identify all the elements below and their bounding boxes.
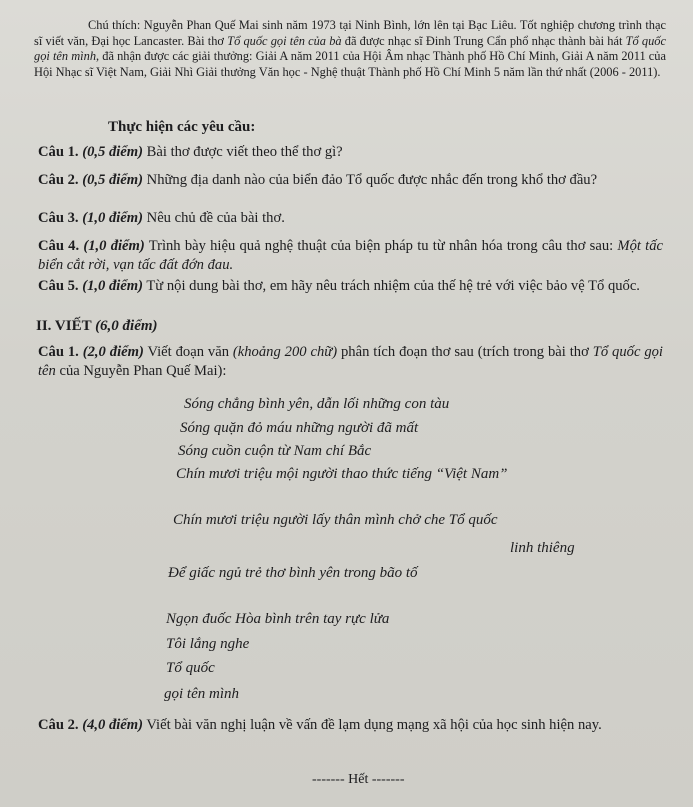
question-1 [38, 143, 663, 162]
author-note [34, 18, 666, 80]
writing-q1-text-b: phân tích đoạn thơ sau (trích trong bài thơ [337, 344, 593, 360]
question-5-points: (1,0 điểm) [82, 278, 143, 294]
end-marker: ------- Hết ------- [312, 772, 405, 787]
poem-line-6: linh thiêng [510, 540, 575, 556]
question-3-text: Nêu chủ đề của bài thơ. [143, 210, 285, 226]
writing-q1-length-note: (khoảng 200 chữ) [232, 344, 338, 360]
question-4-text: Trình bày hiệu quả nghệ thuật của biện pháp tu từ nhân hóa trong câu thơ sau: [144, 238, 618, 254]
question-4-points: (1,0 điểm) [83, 238, 145, 254]
question-3-label: Câu 3. [38, 210, 79, 226]
question-4-quote: Một tấc biển cắt rời, vạn tấc đất đớn đau. [38, 238, 663, 273]
note-song-title: Tổ quốc gọi tên mình [34, 33, 666, 63]
poem-line-2: Sóng quặn đỏ máu những người đã mất [180, 420, 419, 436]
question-4 [38, 237, 663, 275]
writing-q1-text-a: Viết đoạn văn [143, 344, 233, 360]
note-text-2: đã được nhạc sĩ Đinh Trung Cẩn phổ nhạc thành bài hát [341, 33, 626, 48]
question-5-text: Từ nội dung bài thơ, em hãy nêu trách nhiệm của thế hệ trẻ với việc bảo vệ Tổ quốc. [143, 278, 640, 294]
question-2 [38, 171, 663, 190]
note-label: Chú thích: [88, 18, 141, 32]
question-1-points: (0,5 điểm) [82, 144, 143, 160]
question-2-points: (0,5 điểm) [82, 172, 143, 188]
writing-q1-points: (2,0 điểm) [82, 344, 144, 360]
poem-line-9: Tôi lắng nghe [166, 636, 250, 652]
question-1-label: Câu 1. [38, 144, 79, 160]
poem-line-5: Chín mươi triệu người lấy thân mình chở che Tổ quốc [173, 512, 498, 528]
poem-line-3: Sóng cuồn cuộn từ Nam chí Bắc [178, 443, 372, 459]
note-text-1: Nguyễn Phan Quế Mai sinh năm 1973 tại Ninh Bình, lớn lên tại Bạc Liêu. Tốt nghiệp chương trình thạc sĩ viết văn, Đại học Lancaster. Bài thơ [34, 18, 666, 48]
writing-section-heading [36, 318, 158, 335]
question-2-label: Câu 2. [38, 172, 79, 188]
writing-question-2 [38, 716, 663, 735]
reading-requirements-heading: Thực hiện các yêu cầu: [108, 119, 256, 135]
question-3-points: (1,0 điểm) [82, 210, 143, 226]
writing-q2-points: (4,0 điểm) [82, 717, 143, 733]
poem-line-8: Ngọn đuốc Hòa bình trên tay rực lửa [166, 611, 390, 627]
writing-q1-label: Câu 1. [38, 344, 79, 360]
question-2-text: Những địa danh nào của biển đảo Tổ quốc được nhắc đến trong khổ thơ đầu? [143, 172, 598, 188]
question-1-text: Bài thơ được viết theo thể thơ gì? [143, 144, 343, 160]
question-4-label: Câu 4. [38, 238, 80, 254]
writing-heading-points: (6,0 điểm) [95, 318, 158, 334]
writing-q1-poem-title: Tổ quốc gọi tên [38, 344, 663, 379]
writing-q2-text: Viết bài văn nghị luận về vấn đề lạm dụng mạng xã hội của học sinh hiện nay. [143, 717, 602, 733]
writing-q1-text-c: của Nguyễn Phan Quế Mai): [55, 363, 227, 379]
note-poem-title: Tổ quốc gọi tên của bà [227, 33, 342, 48]
writing-heading-text: II. VIẾT [36, 318, 92, 334]
poem-line-1: Sóng chẳng bình yên, dẫn lối những con tàu [184, 396, 450, 412]
poem-line-10: Tổ quốc [166, 660, 215, 676]
writing-q2-label: Câu 2. [38, 717, 79, 733]
poem-line-4: Chín mươi triệu mội người thao thức tiếng “Việt Nam” [176, 466, 508, 482]
question-5-label: Câu 5. [38, 278, 79, 294]
question-3 [38, 209, 663, 228]
poem-line-7: Để giấc ngủ trẻ thơ bình yên trong bão tố [168, 565, 418, 581]
note-text-3: , đã nhận được các giải thưởng: Giải A năm 2011 của Hội Âm nhạc Thành phố Hồ Chí Minh, Giải A năm 2011 của Hội Nhạc sĩ Việt Nam, Giải Nhì Giải thưởng Văn học - Nghệ thuật Thành phố Hồ Chí Minh 5 năm lần thứ nhất (2006 - 2011). [34, 49, 666, 79]
question-5 [38, 277, 663, 296]
writing-question-1 [38, 343, 663, 381]
poem-line-11: gọi tên mình [164, 686, 239, 702]
